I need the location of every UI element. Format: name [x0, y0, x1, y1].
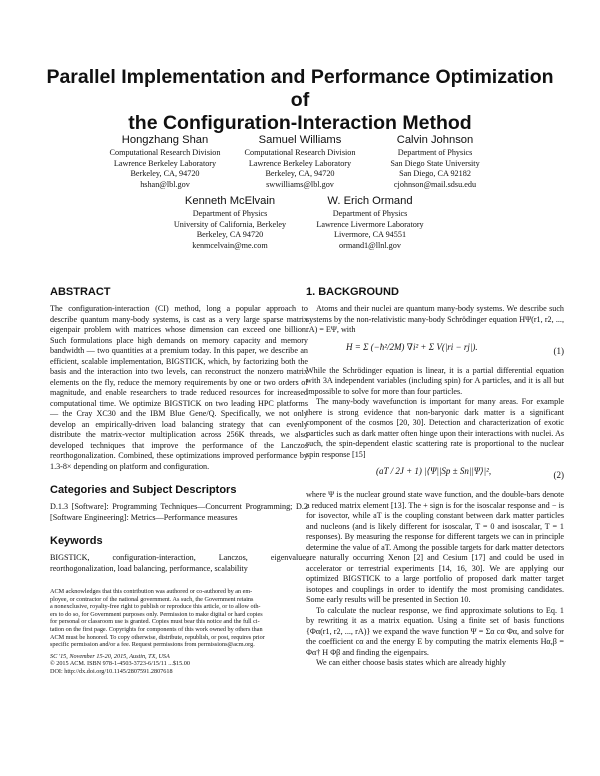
paragraph: where Ψ is the nuclear ground state wave function, and the double-bars denote a reduced matrix element [13]. The + sign is for the isoscalar response and − is for isovector, while aT is the coupling constant between dark matter particles and nucleons (and is likely different for isoscalar, T = 0 and isoscalar, T = 1 responses). By measuring the response for different targets we can in principle determine the value of aT. Among the possible targets for dark matter detectors are naturally occurring Xenon [2] and Cesium [17] and could be used in accelerator or terrestrial experiments [14, 16, 30]. We are applying our optimized BIGSTICK to a large portfolio of proposed dark matter target isotopes and couplings in order to identify the most promising candidates. Some early results will be presented in Section 10.	[306, 490, 564, 604]
author-location: Livermore, CA 94551	[333, 230, 407, 240]
right-column	[306, 286, 564, 669]
categories-text: D.1.3 [Software]: Programming Techniques—Concurrent Programming; D.2 [Software Engineering]: Metrics—Performance measures	[50, 502, 308, 522]
left-column	[50, 286, 308, 676]
doi-link[interactable]: DOI: http://dx.doi.org/10.1145/2807591.2807618	[50, 667, 173, 675]
categories-heading: Categories and Subject Descriptors	[50, 484, 237, 496]
keywords-heading: Keywords	[50, 535, 103, 547]
paragraph: The many-body wavefunction is important for many areas. For example there is strong evidence that non-baryonic dark matter is a significant component of the cosmos [20, 30]. Detection and characterization of exotic particles such as dark matter often hinge upon their interactions with nuclei. As such, the spin-dependent elastic scattering rate is proportional to the nuclear spin response [15]	[306, 397, 564, 459]
permission-line: ACM must be honored. To copy otherwise, distribute, republish, or post, requires prior	[50, 633, 265, 641]
author-location: San Diego, CA 92182	[399, 169, 471, 179]
author-affiliation: Computational Research Division	[244, 148, 356, 157]
author-email[interactable]: ormand1@llnl.gov	[339, 240, 401, 250]
author-location: Berkeley, CA 94720	[196, 230, 264, 240]
author-affiliation: Department of Physics	[332, 209, 408, 218]
equation-number: (2)	[553, 470, 564, 480]
author-name: W. Erich Ormand	[327, 195, 413, 207]
author-name: Samuel Williams	[258, 134, 342, 146]
author-affiliation: Lawrence Berkeley Laboratory	[113, 158, 217, 168]
author-affiliation: San Diego State University	[390, 158, 480, 168]
author-block	[95, 133, 235, 190]
permission-line: ACM acknowledges that this contribution was authored or co-authored by an em-	[50, 588, 253, 595]
author-affiliation: Computational Research Division	[109, 148, 221, 157]
paragraph: We can either choose basis states which are already highly	[316, 658, 506, 667]
permission-line: ployee, or contractor of the national government. As such, the Government retains	[50, 595, 254, 603]
author-affiliation: University of California, Berkeley	[173, 219, 287, 229]
title-line-1: Parallel Implementation and Performance Optimization of	[46, 66, 554, 111]
permission-line: a nonexclusive, royalty-free right to publish or reproduce this article, or to allow oth-	[50, 603, 261, 611]
author-block	[230, 133, 370, 190]
paragraph: While the Schrödinger equation is linear, it is a partial differential equation with 3A independent variables (including spin) for A particles, and it is all but impossible to solve for more than four particles.	[306, 365, 564, 396]
author-name: Kenneth McElvain	[184, 195, 276, 207]
author-email[interactable]: swwilliams@lbl.gov	[266, 179, 334, 189]
author-email[interactable]: hshan@lbl.gov	[140, 179, 190, 189]
title-line-2: the Configuration-Interaction Method	[128, 112, 472, 134]
author-email[interactable]: cjohnson@mail.sdsu.edu	[393, 179, 477, 189]
author-block	[160, 194, 300, 251]
author-location: Berkeley, CA, 94720	[130, 169, 200, 179]
keywords-text: BIGSTICK, configuration-interaction, Lanczos, eigenvalue, reorthogonalization, load balancing, performance, scalability	[50, 553, 308, 573]
paragraph: Atoms and their nuclei are quantum many-body systems. We describe such systems by the non-relativistic many-body Schrödinger equation HΨ(r1, r2, ..., rA) = EΨ, with	[306, 304, 564, 334]
conference-line: SC '15, November 15-20, 2015, Austin, TX, USA	[50, 652, 170, 660]
equation-body: (aT / 2J + 1) |⟨Ψ||Sp ± Sn||Ψ⟩|²,	[376, 466, 492, 476]
author-name: Hongzhang Shan	[121, 134, 209, 146]
equation-body: H = Σ (−ħ²/2M) ∇i² + Σ V(|ri − rj|).	[346, 341, 478, 352]
abstract-heading: ABSTRACT	[50, 286, 111, 298]
author-block	[365, 133, 505, 190]
permission-line: for personal or classroom use is granted. Copies must bear this notice and the full ci-	[50, 618, 260, 626]
abstract-text: The configuration-interaction (CI) method, long a popular approach to describe quantum many-body systems, is cast as a very large sparse matrix eigenpair problem with matrices whose dimension can exceed one billion. Such formulations place high demands on memory capacity and memory bandwidth — two quantities at a premium today. In this paper, we describe an efficient, scalable implementation, BIGSTICK, which, by factorizing both the basis and the interaction into two levels, can reconstruct the nonzero matrix elements on the fly, reduce the memory requirements by one or two orders of magnitude, and enable researchers to trade reduced resources for increased computational time. We optimize BIGSTICK on two leading HPC platforms — the Cray XC30 and the IBM Blue Gene/Q. Specifically, we not only develop an empirically-driven load balancing strategy that can evenly distribute the matrix-vector multiplication across 256K threads, we also developed techniques that improve the performance of the Lanczos reorthogonalization. Combined, these optimizations improved performance by 1.3-8× depending on platform and configuration.	[50, 304, 308, 471]
paragraph: To calculate the nuclear response, we find approximate solutions to Eq. 1 by rewriting it as a matrix equation. Using a finite set of basis functions {Φα(r1, r2, ..., rA)} we expand the wave function Ψ = Σα cα Φα, and solve for the coefficient cα and the energy E by computing the matrix elements Hα,β = Φα† H Φβ and finding the eigenpairs.	[306, 605, 564, 657]
isbn-line: © 2015 ACM. ISBN 978-1-4503-3723-6/15/11 ...$15.00	[50, 660, 190, 668]
author-name: Calvin Johnson	[396, 134, 474, 146]
permission-line: specific permission and/or a fee. Request permissions from permissions@acm.org.	[50, 641, 255, 649]
equation-1	[306, 336, 564, 366]
equation-number: (1)	[553, 345, 564, 356]
author-email[interactable]: kenmcelvain@me.com	[192, 240, 268, 250]
author-affiliation: Lawrence Livermore Laboratory	[316, 219, 424, 229]
equation-2	[306, 460, 564, 490]
permission-notice	[50, 588, 308, 676]
author-block	[300, 194, 440, 251]
author-affiliation: Department of Physics	[397, 148, 473, 157]
author-location: Berkeley, CA, 94720	[265, 169, 335, 179]
author-affiliation: Department of Physics	[192, 209, 268, 218]
permission-line: ers to do so, for Government purposes only. Permission to make digital or hard copies	[50, 610, 263, 618]
paper-title	[40, 66, 560, 135]
permission-line: tation on the first page. Copyrights for components of this work owned by others than	[50, 625, 263, 633]
section-heading: 1. BACKGROUND	[306, 286, 399, 298]
author-affiliation: Lawrence Berkeley Laboratory	[248, 158, 352, 168]
